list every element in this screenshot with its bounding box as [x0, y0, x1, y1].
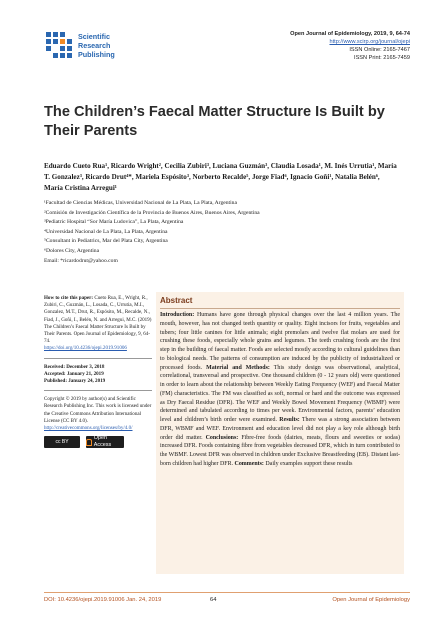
publisher-line: Publishing [78, 50, 115, 59]
issn-online: ISSN Online: 2165-7467 [349, 47, 410, 53]
issn-print: ISSN Print: 2165-7459 [354, 55, 410, 61]
open-access-badge[interactable] [86, 436, 124, 448]
cc-badge-label: cc BY [55, 438, 69, 445]
accepted-date: Accepted: January 21, 2019 [44, 370, 104, 377]
journal-url-link[interactable]: http://www.scirp.org/journal/ojepi [329, 39, 410, 45]
license-badges [44, 436, 152, 448]
affiliation-item: ⁴Universidad Nacional de La Plata, La Plata, Argentina [44, 228, 168, 235]
citation-block [44, 295, 152, 353]
journal-info [290, 30, 410, 62]
affiliation-item: ¹Facultad de Ciencias Médicas, Universidad Nacional de La Plata, La Plata, Argentina [44, 200, 237, 206]
affiliation-item: ⁶Dolores City, Argentina [44, 247, 100, 254]
contact-email: Email: *ricardodrut@yahoo.com [44, 257, 118, 264]
affiliations [44, 199, 400, 266]
affiliation-item: ⁵Consultant in Pediatrics, Mar del Plata City, Argentina [44, 238, 168, 245]
scirp-logo-icon [44, 30, 74, 60]
abstract-section [156, 292, 404, 574]
publisher-line: Research [78, 41, 111, 50]
published-date: Published: January 24, 2019 [44, 378, 106, 385]
article-sidebar [44, 295, 152, 448]
author-list: Eduardo Cueto Rua¹, Ricardo Wright², Cecilia Zubiri³, Luciana Guzmán³, Claudia Losada¹, M. Inés Urrutia¹, María T. Gonzalez³, Ricardo Drut⁴*, Mariela Espósito³, Norberto Recalde⁵, Jorge Fiad⁶, Ignacio Goñi¹, Natalia Belén⁶, María Cristina Arregui¹ [44, 162, 397, 192]
cc-by-badge[interactable] [44, 436, 80, 448]
affiliation-item: ³Pediatric Hospital “Sor María Ludovica”, La Plata, Argentina [44, 219, 184, 226]
cite-text: Cueto Rua, E., Wright, R., Zubiri, C., Guzmán, L., Losada, C., Urrutia, M.I., Gonzalez, M.T., Drut, R., Espósito, M., Recalde, N., Fiad, J., Goñi, I., Belén, N. and Arregui, M.C. (2019) The Children’s Faecal Matter Structure Is Built by Their Parents. Open Journal of Epidemiology, 9, 64-74. [44, 295, 152, 345]
publisher-name [78, 32, 115, 59]
abstract-text: Introduction: Humans have gone through physical changes over the last 4 million years. The mouth, however, has not changed teeth quantity or quality. Eight incisors for fruits, vegetables and tubers; four little canines for little animals; eight premolars and twelve flat molars are used for crushing these foods, especially whole grains and legumes. The teeth crushing foods are the first step in the building of faecal matter. Foods are selected mostly according to cultural guidelines than to biological needs. The patterns of consumption are induced by the publicity of industrialized or processed foods. Material and Methods: This study design was observational, analytical, correlational, transversal and prospective. One thousand children (0 - 12 years old) were questioned in order to learn about the relationship between Weekly Eating Frequency (WEF) and Faecal Matter (FM) characteristics. The FM was classified as soft, normal or hard and the outcome was expressed as Dry Faecal Residue (DFR). The WEF and Weekly Bowel Movement Frequency (WBMF) were determined and tabulated according to times per week. Environmental factors, parents’ education level and children’s birth order were examined. Results: There was a strong association between DFR, WBMF and WEF. Environment and education level did not play a key role although birth order did matter. Conclusions: Fibre-free foods (dairies, meats, flours and sweeties or sodas) increased DFR. Foods containing fibre from vegetables decreased DFR, which in turn contributed to the WBMF. Lowest DFR was observed in children under Exclusive Breastfeeding (EB). Distant last-born children had higher DFR. Comments: Daily examples support these results [160, 312, 400, 467]
publisher-logo [44, 28, 164, 68]
footer-journal: Open Journal of Epidemiology [332, 597, 410, 603]
journal-citation-line: Open Journal of Epidemiology, 2019, 9, 64-74 [290, 31, 410, 37]
cite-doi-link[interactable]: https://doi.org/10.4236/ojepi.2019.91006 [44, 345, 127, 352]
footer-divider [44, 592, 410, 593]
abstract-heading: Abstract [160, 296, 193, 305]
divider [44, 358, 152, 359]
page-number: 64 [210, 597, 217, 603]
paper-title: The Children’s Faecal Matter Structure Is Built by Their Parents [44, 104, 385, 139]
divider [44, 390, 152, 391]
publisher-line: Scientific [78, 32, 110, 41]
affiliation-item: ²Comisión de Investigación Científica de la Provincia de Buenos Aires, Buenos Aires, Argentina [44, 209, 260, 216]
cite-label: How to cite this paper: [44, 295, 94, 301]
footer-doi: DOI: 10.4236/ojepi.2019.91006 Jan. 24, 2019 [44, 597, 162, 603]
license-link[interactable]: http://creativecommons.org/licenses/by/4.0/ [44, 425, 133, 432]
copyright-text: Copyright © 2019 by author(s) and Scientific Research Publishing Inc. This work is licensed under the Creative Commons Attribution International License (CC BY 4.0). [44, 396, 152, 424]
open-access-label: Open Access [93, 435, 112, 449]
open-lock-icon [86, 439, 92, 446]
abstract-divider [160, 308, 400, 309]
received-date: Received: December 3, 2018 [44, 363, 105, 370]
article-dates [44, 364, 152, 386]
